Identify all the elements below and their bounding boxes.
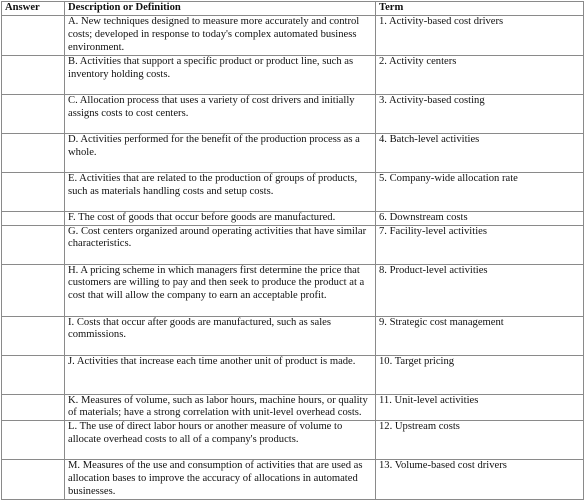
term-cell: 12. Upstream costs (376, 421, 584, 460)
term-cell: 3. Activity-based costing (376, 94, 584, 133)
description-header: Description or Definition (65, 2, 376, 16)
table-row (2, 211, 584, 225)
answer-cell[interactable] (2, 394, 65, 421)
description-cell: D. Activities performed for the benefit of the production process as a whole. (65, 133, 376, 172)
term-cell: 6. Downstream costs (376, 211, 584, 225)
term-cell: 2. Activity centers (376, 55, 584, 94)
description-cell: C. Allocation process that uses a variety of cost drivers and initially assigns costs to cost centers. (65, 94, 376, 133)
answer-cell[interactable] (2, 421, 65, 460)
description-cell: M. Measures of the use and consumption of activities that are used as allocation bases to improve the accuracy of allocations in automated businesses. (65, 460, 376, 500)
description-cell: E. Activities that are related to the production of groups of products, such as materials handling costs and setup costs. (65, 172, 376, 211)
answer-cell[interactable] (2, 355, 65, 394)
table-row (2, 264, 584, 316)
matching-table (1, 1, 584, 500)
term-cell: 4. Batch-level activities (376, 133, 584, 172)
table-row (2, 225, 584, 264)
description-cell: J. Activities that increase each time another unit of product is made. (65, 355, 376, 394)
header-row (2, 2, 584, 16)
table-row (2, 316, 584, 355)
term-cell: 10. Target pricing (376, 355, 584, 394)
table-row (2, 172, 584, 211)
answer-cell[interactable] (2, 316, 65, 355)
term-cell: 9. Strategic cost management (376, 316, 584, 355)
term-cell: 1. Activity-based cost drivers (376, 15, 584, 55)
description-cell: B. Activities that support a specific product or product line, such as inventory holding costs. (65, 55, 376, 94)
term-cell: 7. Facility-level activities (376, 225, 584, 264)
answer-cell[interactable] (2, 94, 65, 133)
description-cell: H. A pricing scheme in which managers first determine the price that customers are willing to pay and then seek to produce the product at a cost that will allow the company to earn an acceptable profit. (65, 264, 376, 316)
answer-cell[interactable] (2, 55, 65, 94)
description-cell: F. The cost of goods that occur before goods are manufactured. (65, 211, 376, 225)
table-row (2, 55, 584, 94)
answer-cell[interactable] (2, 15, 65, 55)
answer-header: Answer (2, 2, 65, 16)
term-cell: 13. Volume-based cost drivers (376, 460, 584, 500)
answer-cell[interactable] (2, 460, 65, 500)
description-cell: K. Measures of volume, such as labor hours, machine hours, or quality of materials; have a strong correlation with unit-level overhead costs. (65, 394, 376, 421)
table-row (2, 460, 584, 500)
term-cell: 11. Unit-level activities (376, 394, 584, 421)
table-row (2, 133, 584, 172)
table-row (2, 421, 584, 460)
answer-cell[interactable] (2, 211, 65, 225)
description-cell: I. Costs that occur after goods are manufactured, such as sales commissions. (65, 316, 376, 355)
answer-cell[interactable] (2, 172, 65, 211)
answer-cell[interactable] (2, 264, 65, 316)
table-row (2, 15, 584, 55)
answer-cell[interactable] (2, 133, 65, 172)
table-row (2, 355, 584, 394)
description-cell: G. Cost centers organized around operating activities that have similar characteristics. (65, 225, 376, 264)
term-cell: 5. Company-wide allocation rate (376, 172, 584, 211)
term-header: Term (376, 2, 584, 16)
table-row (2, 394, 584, 421)
table-row (2, 94, 584, 133)
description-cell: A. New techniques designed to measure more accurately and control costs; developed in response to today's complex automated business environment. (65, 15, 376, 55)
description-cell: L. The use of direct labor hours or another measure of volume to allocate overhead costs to all of a company's products. (65, 421, 376, 460)
answer-cell[interactable] (2, 225, 65, 264)
term-cell: 8. Product-level activities (376, 264, 584, 316)
